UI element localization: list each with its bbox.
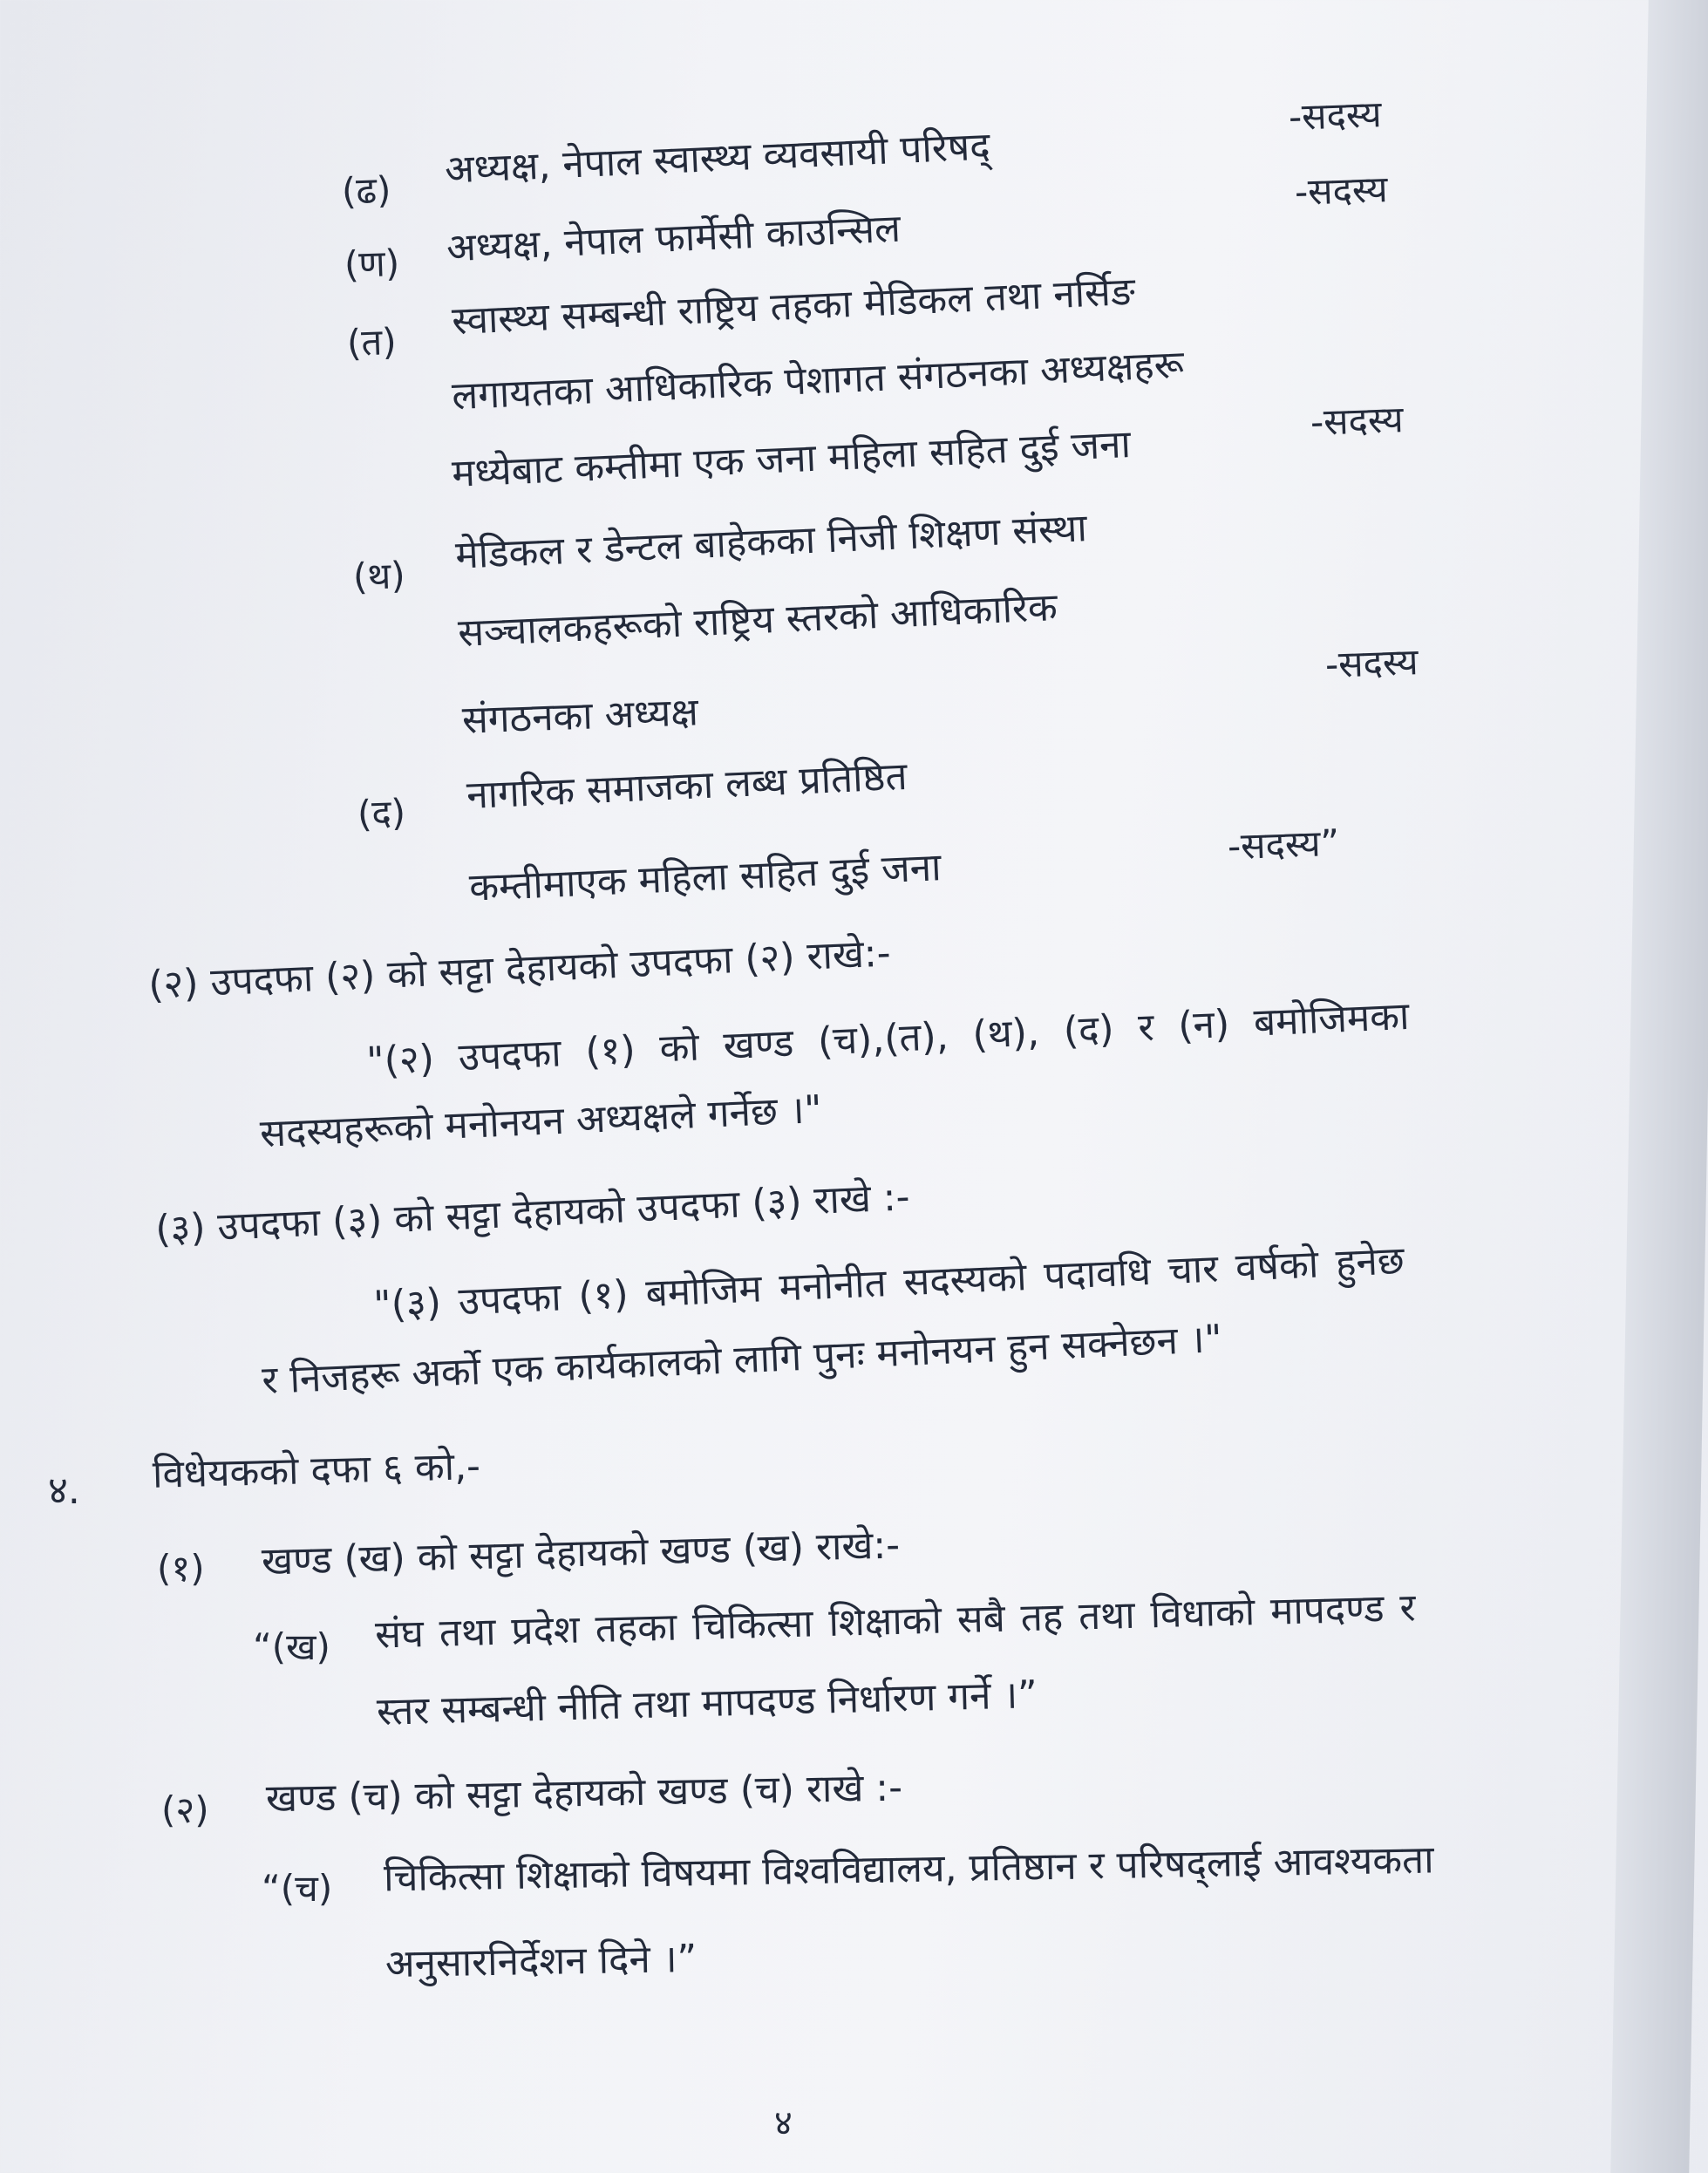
item-text: अध्यक्ष, नेपाल स्वास्थ्य व्यवसायी परिषद् — [444, 124, 991, 193]
item-text: संगठनका अध्यक्ष — [461, 690, 699, 743]
subsection-2-text: सदस्यहरूको मनोनयन अध्यक्षले गर्नेछ ।" — [259, 1086, 823, 1157]
role-member: -सदस्य — [1288, 92, 1383, 139]
subsection-3-text: र निजहरू अर्को एक कार्यकालको लागि पुनः मनोनयन हुन सक्नेछन ।" — [261, 1316, 1223, 1404]
item-text: कम्तीमाएक महिला सहित दुई जना — [468, 845, 942, 910]
role-member-closing: -सदस्य” — [1227, 821, 1341, 869]
section-heading: विधेयकको दफा ६ को,- — [152, 1444, 481, 1497]
section-number: ४. — [48, 1468, 80, 1513]
item-text: नागरिक समाजका लब्ध प्रतिष्ठित — [466, 753, 908, 819]
quote-text: स्तर सम्बन्धी नीति तथा मापदण्ड निर्धारण गर्ने ।” — [376, 1672, 1038, 1734]
item-label: (द) — [357, 791, 406, 835]
item-label: (थ) — [352, 553, 406, 599]
quote-text: संघ तथा प्रदेश तहका चिकित्सा शिक्षाको सबै तह तथा विधाको मापदण्ड र — [374, 1585, 1417, 1658]
quote-label: “(च) — [262, 1867, 333, 1910]
subsection-text: खण्ड (ख) को सट्टा देहायको खण्ड (ख) राखे:- — [261, 1522, 901, 1584]
subsection-3-text: "(३) उपदफा (१) बमोजिम मनोनीत सदस्यको पदावधि चार वर्षको हुनेछ — [372, 1238, 1405, 1328]
role-member: -सदस्य — [1294, 167, 1389, 214]
subsection-2-heading: (२) उपदफा (२) को सट्टा देहायको उपदफा (२) राखे:- — [147, 930, 892, 1008]
quote-text: चिकित्सा शिक्षाको विषयमा विश्वविद्यालय, प्रतिष्ठान र परिषद्लाई आवश्यकता — [383, 1837, 1434, 1901]
quote-text: अनुसारनिर्देशन दिने ।” — [384, 1936, 697, 1987]
item-text: स्वास्थ्य सम्बन्धी राष्ट्रिय तहका मेडिकल तथा नर्सिङ — [451, 269, 1136, 344]
item-text: मेडिकल र डेन्टल बाहेकका निजी शिक्षण संस्था — [454, 506, 1088, 578]
role-member: -सदस्य — [1310, 398, 1405, 444]
page-number: ४ — [774, 2103, 793, 2143]
subsection-label: (२) — [161, 1788, 209, 1831]
role-member: -सदस्य — [1324, 640, 1419, 686]
page-edge-shadow — [1610, 0, 1708, 2173]
item-text: अध्यक्ष, नेपाल फार्मेसी काउन्सिल — [446, 206, 902, 271]
item-label: (त) — [346, 320, 398, 364]
subsection-2-text: "(२) उपदफा (१) को खण्ड (च),(त), (थ), (द) र (न) बमोजिमका — [365, 993, 1411, 1085]
subsection-label: (१) — [157, 1547, 205, 1590]
item-text: मध्येबाट कम्तीमा एक जना महिला सहित दुई जना — [451, 422, 1132, 496]
subsection-3-heading: (३) उपदफा (३) को सट्टा देहायको उपदफा (३) राखे :- — [154, 1175, 911, 1252]
quote-label: “(ख) — [253, 1625, 330, 1668]
subsection-text: खण्ड (च) को सट्टा देहायको खण्ड (च) राखे :- — [265, 1765, 903, 1822]
item-text: लगायतका आधिकारिक पेशागत संगठनका अध्यक्षहरू — [451, 342, 1185, 419]
item-label: (ढ) — [341, 168, 392, 213]
item-label: (ण) — [344, 241, 400, 287]
item-text: सञ्चालकहरूको राष्ट्रिय स्तरको आधिकारिक — [457, 585, 1058, 656]
